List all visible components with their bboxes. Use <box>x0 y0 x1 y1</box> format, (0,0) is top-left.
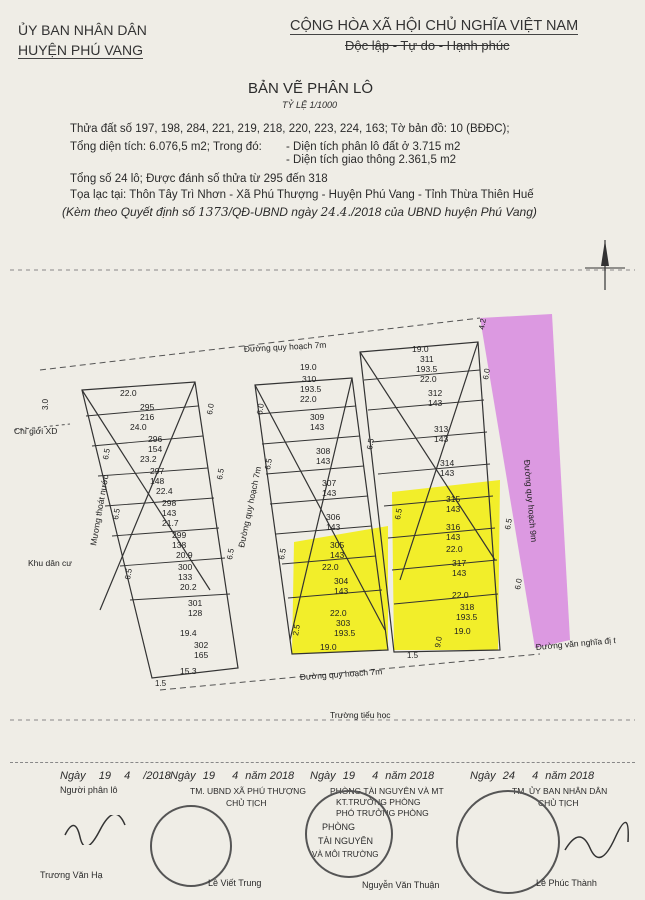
lot-295-top: 22.0 <box>120 388 137 398</box>
sig1-day: 19 <box>98 770 111 782</box>
dim-9-0: 9.0 <box>433 635 444 649</box>
lot-316-top: 22.0 <box>446 544 463 554</box>
lot-309-top: 22.0 <box>300 394 317 404</box>
lot-300-top: 20.9 <box>176 550 193 560</box>
lot-301-top: 20.2 <box>180 582 197 592</box>
dim-1-5-left: 1.5 <box>155 679 167 688</box>
lot-313-no: 313 <box>434 424 449 434</box>
dim-6-5-g: 6.5 <box>277 547 288 561</box>
sig4-year: năm 2018 <box>545 770 595 782</box>
lot-307-area: 143 <box>322 488 337 498</box>
department-stamp <box>305 790 393 878</box>
lot-300-no: 300 <box>178 562 193 572</box>
sig2-year: năm 2018 <box>245 770 295 782</box>
lot-299-top: 21.7 <box>162 518 179 528</box>
signature-2-name: Lê Viết Trung <box>208 878 262 888</box>
lot-315-area: 143 <box>446 504 461 514</box>
dim-6-5-a: 6.5 <box>101 447 112 461</box>
sig3-date-label: Ngày <box>310 770 336 782</box>
sig4-day: 24 <box>502 770 515 782</box>
lot-303-area: 193.5 <box>334 628 356 638</box>
sig3-day: 19 <box>342 770 355 782</box>
dim-1-5-mid: 1.5 <box>407 651 419 660</box>
road-right-label: Đường quy hoạch 9m <box>522 459 540 543</box>
lot-302-area: 165 <box>194 650 209 660</box>
signature-3-name: Nguyễn Văn Thuận <box>362 880 440 890</box>
lot-298-top: 22.4 <box>156 486 173 496</box>
dim-15-3: 15.3 <box>180 666 197 676</box>
lot-308-no: 308 <box>316 446 331 456</box>
dim-6-5-f: 6.5 <box>263 457 274 471</box>
lot-310-area: 193.5 <box>300 384 322 394</box>
lot-308-area: 143 <box>316 456 331 466</box>
lot-295-no: 295 <box>140 402 155 412</box>
dim-6-5-h: 6.5 <box>365 437 376 451</box>
memorial-road-label: Đường văn nghĩa đị t <box>535 635 617 652</box>
lot-316-area: 143 <box>446 532 461 542</box>
lot-295-area: 216 <box>140 412 155 422</box>
dim-6-5-e: 6.5 <box>225 547 236 561</box>
sig1-month: 4 <box>124 770 131 782</box>
stamp-3-line3: VÀ MÔI TRƯỜNG <box>312 850 379 859</box>
lot-298-no: 298 <box>162 498 177 508</box>
stamp-3-line1: PHÒNG <box>322 822 356 832</box>
national-title: CỘNG HÒA XÃ HỘI CHỦ NGHĨA VIỆT NAM <box>290 18 579 34</box>
lot-298-area: 143 <box>162 508 177 518</box>
residential-area: - Diện tích phân lô đất ở 3.715 m2 <box>286 141 461 153</box>
road-top-label: Đường quy hoạch 7m <box>243 339 327 354</box>
lot-309-area: 143 <box>310 422 325 432</box>
left-block <box>82 382 238 678</box>
lot-296-top: 24.0 <box>130 422 147 432</box>
lot-305-no: 305 <box>330 540 345 550</box>
dim-6-0-mid: 6.0 <box>255 402 266 416</box>
sig2-month: 4 <box>232 770 239 782</box>
lot-315-no: 315 <box>446 494 461 504</box>
lot-318-top: 22.0 <box>452 590 469 600</box>
lot-311-area: 193.5 <box>416 364 438 374</box>
signature-1-name: Trương Văn Hạ <box>40 870 103 880</box>
signature-3-role3: PHÓ TRƯỞNG PHÒNG <box>336 808 429 818</box>
sig4-date-label: Ngày <box>470 770 496 782</box>
lot-297-area: 148 <box>150 476 165 486</box>
lot-307-no: 307 <box>322 478 337 488</box>
lot-314-no: 314 <box>440 458 455 468</box>
lot-318-bottom: 19.0 <box>454 626 471 636</box>
lot-303-top: 22.0 <box>330 608 347 618</box>
lot-301-area: 128 <box>188 608 203 618</box>
lot-303-bottom: 19.0 <box>320 642 337 652</box>
lot-302-dim: 19.4 <box>180 628 197 638</box>
scale-label: TỶ LỆ 1/1000 <box>282 100 338 110</box>
signature-1-date <box>60 770 171 782</box>
signature-1-scribble <box>60 815 130 845</box>
dim-6-5-c: 6.5 <box>123 567 134 581</box>
lot-301-no: 301 <box>188 598 203 608</box>
north-arrow-icon <box>585 240 625 290</box>
location: Tọa lạc tại: Thôn Tây Trì Nhơn - Xã Phú Thượng - Huyện Phú Vang - Tỉnh Thừa Thiên Huế <box>70 189 534 201</box>
lot-299-no: 299 <box>172 530 187 540</box>
residential-label: Khu dân cư <box>28 558 72 568</box>
dim-6-5-b: 6.5 <box>111 507 122 521</box>
lot-302-no: 302 <box>194 640 209 650</box>
decision-suffix: /2018 của UBND huyện Phú Vang) <box>351 205 537 219</box>
dim-6-0-left: 6.0 <box>205 402 216 416</box>
lot-318-no: 318 <box>460 602 475 612</box>
sig3-year: năm 2018 <box>385 770 435 782</box>
sig1-date-label: Ngày <box>60 770 86 782</box>
lot-304-no: 304 <box>334 576 349 586</box>
decision-number: 1373 <box>198 205 229 219</box>
dim-6-5-i: 6.5 <box>393 507 404 521</box>
lot-312-no: 312 <box>428 388 443 398</box>
decision-mid: /QĐ-UBND ngày <box>228 205 318 219</box>
dim-4-2: 4.2 <box>477 317 488 331</box>
dim-3-0: 3.0 <box>41 398 50 410</box>
lot-316-no: 316 <box>446 522 461 532</box>
lot-300-area: 133 <box>178 572 193 582</box>
lot-317-no: 317 <box>452 558 467 568</box>
canal-label: Mương thoát nước <box>88 474 111 547</box>
commune-stamp <box>150 805 232 887</box>
signature-4-date <box>470 770 594 782</box>
dim-2-5: 2.5 <box>291 623 302 637</box>
signature-4-scribble <box>560 820 630 860</box>
lot-305-area: 143 <box>330 550 345 560</box>
road-bottom-label: Đường quy hoạch 7m <box>299 666 383 682</box>
sig2-date-label: Ngày <box>170 770 196 782</box>
document-title: BẢN VẼ PHÂN LÔ <box>248 80 374 97</box>
sig2-day: 19 <box>202 770 215 782</box>
lot-296-no: 296 <box>148 434 163 444</box>
signature-1-role: Người phân lô <box>60 785 118 795</box>
sig4-month: 4 <box>532 770 539 782</box>
signature-3-role2: KT.TRƯỞNG PHÒNG <box>336 797 421 807</box>
dim-6-5-d: 6.5 <box>215 467 226 481</box>
lot-311-no: 311 <box>420 354 434 364</box>
lot-312-area: 143 <box>428 398 443 408</box>
sig1-year: /2018 <box>143 770 171 782</box>
agency-name: ỦY BAN NHÂN DÂN <box>18 22 147 38</box>
stamp-3-line2: TÀI NGUYÊN <box>318 836 374 846</box>
district-name: HUYỆN PHÚ VANG <box>18 42 143 58</box>
lot-304-area: 143 <box>334 586 349 596</box>
signature-3-role: PHÒNG TÀI NGUYÊN VÀ MT <box>330 786 444 796</box>
lot-310-top: 19.0 <box>300 362 317 372</box>
signature-2-role: TM. UBND XÃ PHÚ THƯỢNG <box>190 786 306 796</box>
road-mid-label: Đường quy hoạch 7m <box>236 465 264 549</box>
sig3-month: 4 <box>372 770 379 782</box>
lot-299-area: 138 <box>172 540 187 550</box>
lot-296-area: 154 <box>148 444 163 454</box>
lot-309-no: 309 <box>310 412 325 422</box>
dim-6-5-j: 6.5 <box>503 517 514 531</box>
traffic-area: - Diện tích giao thông 2.361,5 m2 <box>286 154 457 166</box>
signature-3-date <box>310 770 434 782</box>
parcel-info: Thửa đất số 197, 198, 284, 221, 219, 218, 220, 223, 224, 163; Tờ bản đồ: 10 (BĐĐC); <box>70 123 510 135</box>
signature-4-role: TM. ỦY BAN NHÂN DÂN <box>512 786 608 796</box>
lot-303-no: 303 <box>336 618 351 628</box>
boundary-label: Chỉ giới XD <box>14 426 58 436</box>
lot-312-top: 22.0 <box>420 374 437 384</box>
signature-4-role2: CHỦ TỊCH <box>538 798 579 808</box>
lot-314-area: 143 <box>440 468 455 478</box>
lot-306-no: 306 <box>326 512 341 522</box>
lot-306-area: 143 <box>326 522 341 532</box>
lot-311-top: 19.0 <box>412 344 429 354</box>
signature-4-name: Lê Phúc Thành <box>536 878 597 888</box>
decision-reference <box>62 205 537 219</box>
lot-297-no: 297 <box>150 466 165 476</box>
national-motto: Độc lập - Tự do - Hạnh phúc <box>345 38 510 53</box>
lot-count: Tổng số 24 lô; Được đánh số thửa từ 295 đến 318 <box>70 173 328 185</box>
decision-prefix: (Kèm theo Quyết định số <box>62 205 195 219</box>
school-label: Trường tiểu học <box>330 710 391 720</box>
lot-297-top: 23.2 <box>140 454 157 464</box>
lot-304-top: 22.0 <box>322 562 339 572</box>
signature-2-date <box>170 770 294 782</box>
lot-317-area: 143 <box>452 568 467 578</box>
lot-310-no: 310 <box>302 374 317 384</box>
signature-2-role2: CHỦ TỊCH <box>226 798 267 808</box>
decision-date: 24.4. <box>320 205 352 219</box>
total-area: Tổng diện tích: 6.076,5 m2; Trong đó: <box>70 141 262 153</box>
dim-6-0-k: 6.0 <box>513 577 524 591</box>
lot-313-area: 143 <box>434 434 449 444</box>
lot-plan-map <box>0 230 645 730</box>
dim-6-0-right: 6.0 <box>481 367 492 381</box>
lot-318-area: 193.5 <box>456 612 478 622</box>
